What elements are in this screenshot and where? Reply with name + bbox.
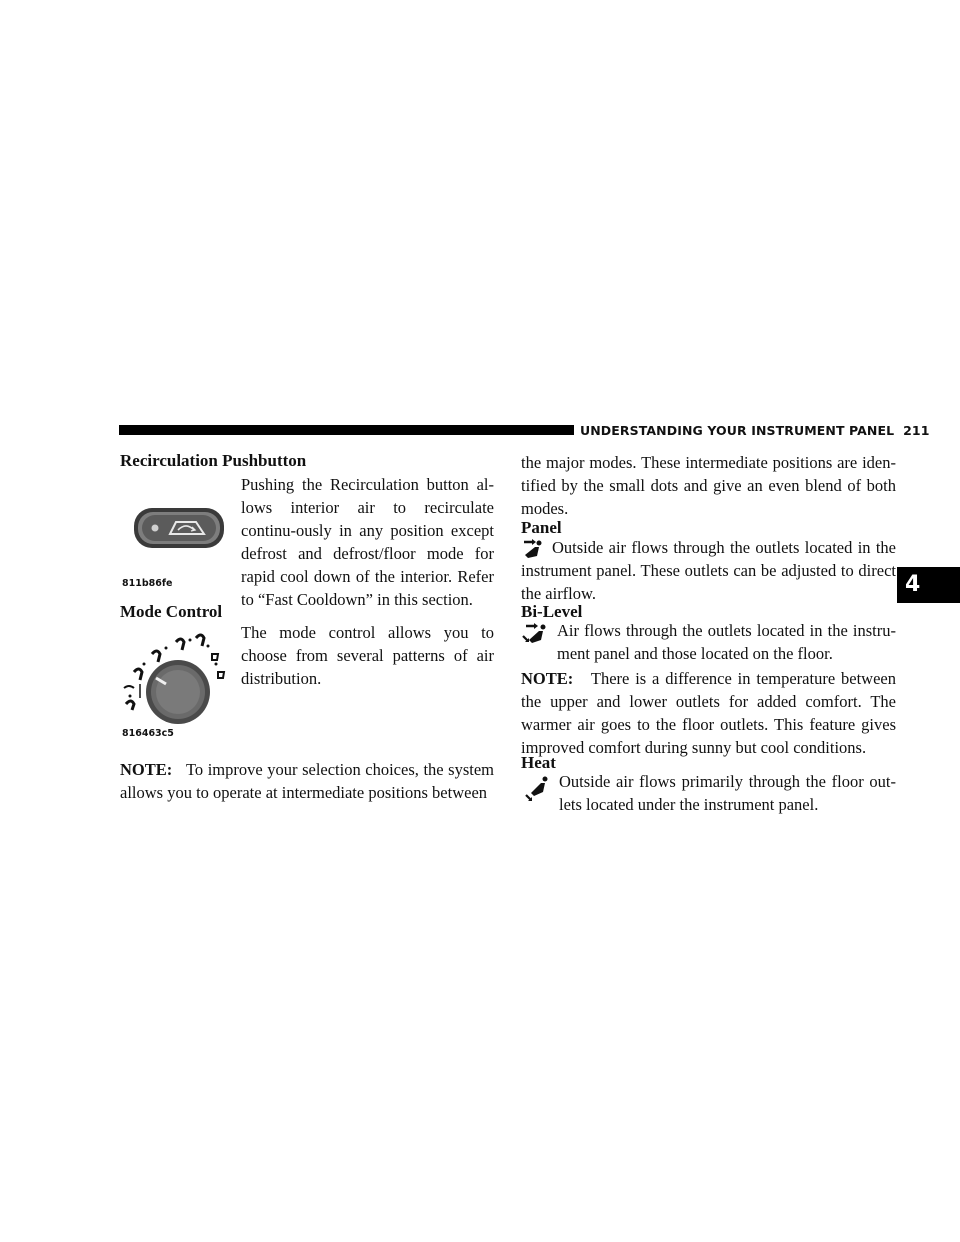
recirc-heading: Recirculation Pushbutton <box>120 451 307 470</box>
note-label: NOTE: <box>521 669 574 688</box>
running-header-title: UNDERSTANDING YOUR INSTRUMENT PANEL <box>580 423 895 438</box>
bilevel-body: Air flows through the outlets located in the instru-ment panel and those located on the floor. <box>557 621 896 663</box>
figure-id-recirc: 811b86fe <box>122 578 173 589</box>
right-continued: the major modes. These intermediate positions are iden-tified by the small dots and give an even blend of both modes. <box>521 453 896 518</box>
mode-knob-figure <box>116 628 240 748</box>
left-note <box>120 758 494 804</box>
note-label: NOTE: <box>120 760 173 779</box>
mode-heading: Mode Control <box>120 602 223 621</box>
right-note-body: There is a difference in temperature between the upper and lower outlets for added comfort. The warmer air goes to the floor outlets. This feature gives improved comfort during sunny but cool conditions. <box>521 669 896 757</box>
heat-heading: Heat <box>521 753 556 772</box>
bilevel-heading: Bi-Level <box>521 602 583 621</box>
panel-heading: Panel <box>521 518 562 537</box>
recirc-body: Pushing the Recirculation button al-lows interior air to recirculate continu-ously in any position except defrost and defrost/floor mode for rapid cool down of the interior. Refer to “Fast Cooldown” in this section. <box>241 475 494 609</box>
header-rule <box>119 425 574 435</box>
left-note-body: To improve your selection choices, the system allows you to operate at intermediate positions between <box>120 760 494 802</box>
recirc-button-figure <box>120 500 238 592</box>
chapter-tab: 4 <box>897 567 960 603</box>
running-header <box>580 423 930 438</box>
mode-body: The mode control allows you to choose from several patterns of air distribution. <box>241 623 494 688</box>
bilevel-airflow-icon <box>522 622 550 648</box>
heat-body: Outside air flows primarily through the floor out-lets located under the instrument panel. <box>559 772 896 814</box>
right-note <box>521 667 896 759</box>
heat-airflow-icon <box>525 775 551 805</box>
page-number: 211 <box>903 423 930 438</box>
panel-body: Outside air flows through the outlets located in the instrument panel. These outlets can be adjusted to direct the airflow. <box>521 538 896 603</box>
figure-id-mode: 816463c5 <box>122 728 174 739</box>
